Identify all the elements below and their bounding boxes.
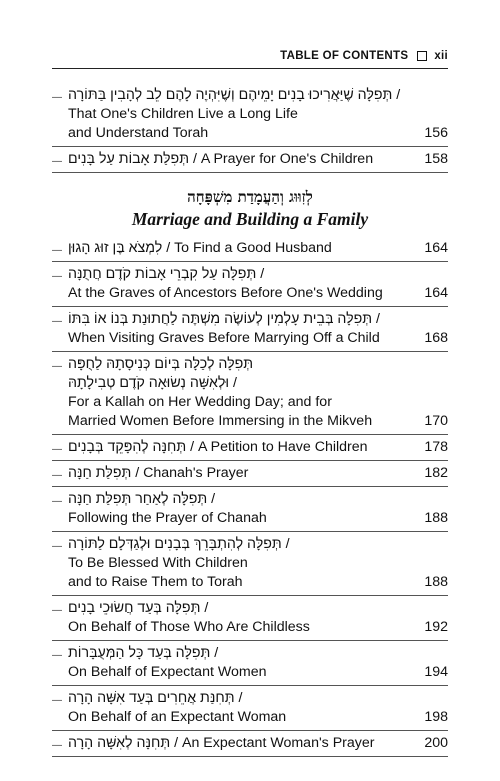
running-header-title: TABLE OF CONTENTS (280, 50, 409, 62)
toc-page-number: 188 (424, 510, 448, 526)
toc-entry-text: תְּפִלָּה עַל קִבְרֵי אָבוֹת קֹדֶם חֲתֻנָּה / (68, 266, 265, 282)
header-rule (52, 68, 448, 69)
toc-entry-line (68, 599, 448, 618)
toc-page-number: 156 (424, 125, 448, 141)
toc-entry-line (68, 464, 448, 483)
entry-marker-icon: — (52, 541, 62, 552)
toc-entry-text: On Behalf of Those Who Are Childless (68, 619, 310, 635)
toc-entry-text: Following the Prayer of Chanah (68, 510, 267, 526)
toc-page-number: 178 (424, 439, 448, 455)
toc-entry-line (68, 490, 448, 509)
toc-entry-text: That One's Children Live a Long Life (68, 106, 298, 122)
toc-entry[interactable] (52, 265, 448, 307)
toc-entry-text: Married Women Before Immersing in the Mikveh (68, 413, 373, 429)
toc-entry-text: תְּפִלָּה לְאַחַר תְּפִלַּת חַנָּה / (68, 491, 216, 507)
toc-entry-text: תְּפִלָּה בְּעַד חֲשׂוּכֵי בָנִים / (68, 600, 209, 616)
toc-page-number: 164 (424, 240, 448, 256)
entry-marker-icon: — (52, 444, 62, 455)
toc-entry[interactable] (52, 734, 448, 757)
toc-entry-text: לִמְצֹא בֶּן זוּג הָגוּן / To Find a Good Husband (68, 240, 332, 256)
toc-entry[interactable] (52, 689, 448, 731)
toc-entry-text: תְּחִנַּת אֲחֵרִים בְּעַד אִשָּׁה הָרָה / (68, 690, 243, 706)
toc-entry-text: and Understand Torah (68, 125, 209, 141)
toc-entry[interactable] (52, 239, 448, 262)
section-heading-hebrew: לְזִוּוּג וְהַעֲמָדַת מִשְׁפָּחָה (187, 188, 313, 206)
toc-entry-text: תְּפִלַּת חַנָּה / Chanah's Prayer (68, 465, 249, 481)
toc-entry[interactable] (52, 535, 448, 596)
toc-page-number: 194 (424, 664, 448, 680)
entry-marker-icon: — (52, 245, 62, 256)
toc-page-number: 198 (424, 709, 448, 725)
toc-entry-text: At the Graves of Ancestors Before One's Wedding (68, 285, 383, 301)
entry-marker-icon: — (52, 92, 62, 103)
toc-entry-text: תְּפִלָּה בְּבֵית עָלְמִין לְעוֹשֶׂה מִשְׁתֶּה לַחֲתוּנַת בְּנוֹ אוֹ בִּתּוֹ / (68, 311, 380, 327)
toc-entry-line (68, 438, 448, 457)
toc-entry-text: תְּחִנָּה לְהִפָּקֵד בְּבָנִים / A Petition to Have Children (68, 439, 368, 455)
toc-entry[interactable] (52, 150, 448, 173)
toc-entry-text: וּלְאִשָּׁה נְשׂוּאָה קֹדֶם טְבִילָתָהּ / (68, 375, 237, 391)
toc-entry-line (68, 265, 448, 284)
toc-entry-text: To Be Blessed With Children (68, 555, 248, 571)
toc-entry-line (68, 689, 448, 708)
toc-entry-line (68, 663, 448, 682)
entry-marker-icon: — (52, 361, 62, 372)
entry-marker-icon: — (52, 156, 62, 167)
toc-entry-line (68, 329, 448, 348)
toc-entry-line (68, 284, 448, 303)
entry-marker-icon: — (52, 316, 62, 327)
toc-entry-line (68, 374, 448, 393)
section-heading-english: Marriage and Building a Family (131, 209, 369, 229)
folio-number: xii (434, 50, 448, 62)
toc-entry-text: and to Raise Them to Torah (68, 574, 243, 590)
toc-group-marriage (52, 239, 448, 760)
toc-entry[interactable] (52, 464, 448, 487)
toc-entry[interactable] (52, 355, 448, 435)
toc-page-number: 200 (424, 735, 448, 751)
toc-entry-text: תְּפִלָּה בְּעַד כָּל הַמְּעֻבָּרוֹת / (68, 645, 219, 661)
toc-entry-text: On Behalf of an Expectant Woman (68, 709, 287, 725)
entry-marker-icon: — (52, 740, 62, 751)
toc-entry[interactable] (52, 490, 448, 532)
toc-entry-line (68, 554, 448, 573)
toc-entry-line (68, 355, 448, 374)
toc-page-number: 164 (424, 285, 448, 301)
toc-entry-line (68, 509, 448, 528)
toc-entry-line (68, 86, 448, 105)
section-heading (52, 186, 448, 230)
toc-page-number: 158 (424, 151, 448, 167)
toc-entry-line (68, 239, 448, 258)
toc-entry[interactable] (52, 86, 448, 147)
toc-entry-text: For a Kallah on Her Wedding Day; and for (68, 394, 332, 410)
toc-entry-line (68, 412, 448, 431)
toc-entry-line (68, 393, 448, 412)
entry-marker-icon: — (52, 496, 62, 507)
toc-entry-line (68, 708, 448, 727)
toc-entry[interactable] (52, 310, 448, 352)
toc-entry-text: תְּפִלָּה לְכַלָּה בְּיוֹם כְּנִיסָתָהּ לַחֻפָּה (68, 356, 254, 372)
toc-entry-text: תְּפִלַּת אָבוֹת עַל בָּנִים / A Prayer for One's Children (68, 151, 374, 167)
toc-entry-line (68, 618, 448, 637)
toc-entry-text: תְּחִנָּה לְאִשָּׁה הָרָה / An Expectant Woman's Prayer (68, 735, 375, 751)
toc-page-number: 188 (424, 574, 448, 590)
toc-entry-line (68, 573, 448, 592)
toc-page-number: 168 (424, 330, 448, 346)
toc-entry[interactable] (52, 644, 448, 686)
toc-entry[interactable] (52, 438, 448, 461)
entry-marker-icon: — (52, 470, 62, 481)
entry-marker-icon: — (52, 695, 62, 706)
toc-entry-line (68, 150, 448, 169)
entry-marker-icon: — (52, 271, 62, 282)
entry-marker-icon: — (52, 605, 62, 616)
toc-entry-line (68, 124, 448, 143)
toc-entry-text: On Behalf of Expectant Women (68, 664, 267, 680)
toc-entry-line (68, 644, 448, 663)
toc-page-number: 182 (424, 465, 448, 481)
entry-marker-icon: — (52, 650, 62, 661)
toc-entry-line (68, 105, 448, 124)
toc-entry-text: When Visiting Graves Before Marrying Off a Child (68, 330, 380, 346)
toc-entry-text: תְּפִלָּה לְהִתְבָּרֵךְ בְּבָנִים וּלְגַדְּלָם לַתּוֹרָה / (68, 536, 290, 552)
toc-entry-line (68, 310, 448, 329)
toc-page-number: 192 (424, 619, 448, 635)
toc-entry-line (68, 734, 448, 753)
toc-page-number: 170 (424, 413, 448, 429)
toc-entry-line (68, 535, 448, 554)
running-header (52, 46, 448, 66)
toc-entry-text: תְּפִלָּה שֶׁיַּאֲרִיכוּ בָנִים יָמֵיהֶם וְשֶׁיִּהְיֶה לָהֶם לֵב לְהָבִין בַּתּוֹרָה / (68, 87, 401, 103)
toc-group-before-section (52, 86, 448, 176)
toc-entry[interactable] (52, 599, 448, 641)
square-ornament-icon (417, 51, 427, 61)
